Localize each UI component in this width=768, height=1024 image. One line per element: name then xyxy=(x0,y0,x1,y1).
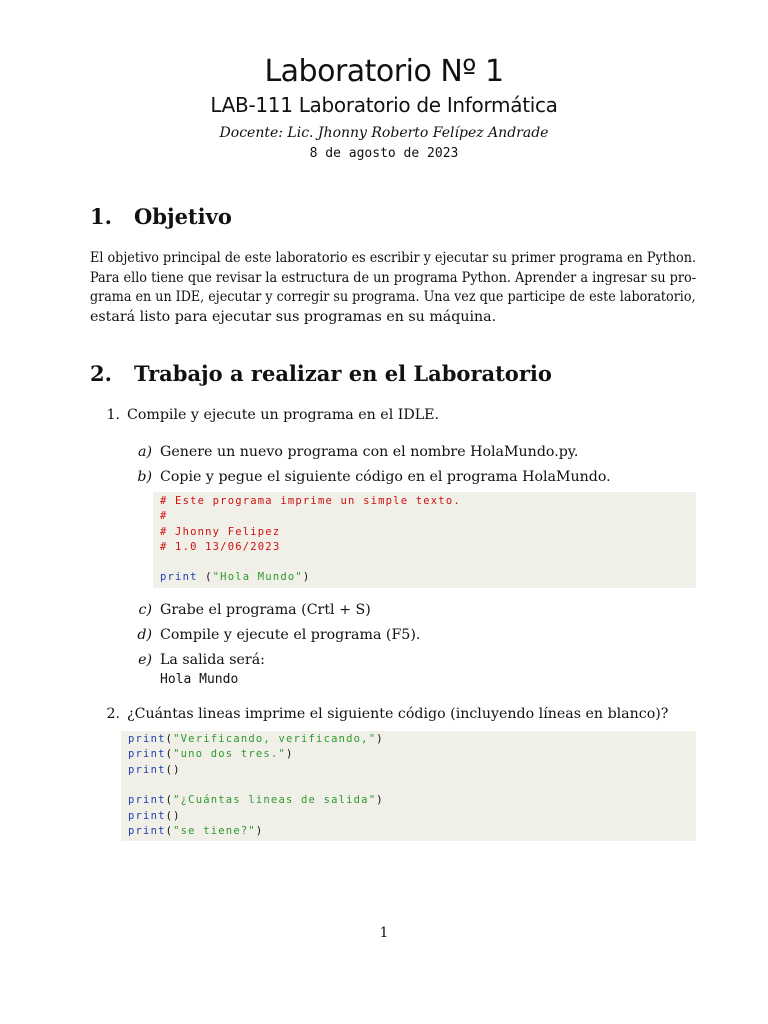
code-line: # 1.0 13/06/2023 xyxy=(160,541,281,553)
code-paren: ) xyxy=(285,748,294,760)
section-number: 1. xyxy=(90,204,112,229)
code-string: "Verificando, verificando," xyxy=(173,733,377,745)
code-line: # Este programa imprime un simple texto. xyxy=(160,495,461,507)
code-paren: () xyxy=(165,764,181,776)
code-string: "se tiene?" xyxy=(173,825,256,837)
code-paren: ( xyxy=(165,748,174,760)
objective-line-3: grama en un IDE, ejecutar y corregir su programa. Una vez que participe de este laboratorio, xyxy=(90,289,696,305)
section-title: Trabajo a realizar en el Laboratorio xyxy=(134,361,552,386)
code-paren: ) xyxy=(255,825,264,837)
code-line xyxy=(128,732,384,747)
subitem-c-text: Grabe el programa (Crtl + S) xyxy=(160,602,371,618)
code-line xyxy=(128,824,263,839)
date-line: 8 de agosto de 2023 xyxy=(309,146,459,161)
section-heading-trabajo xyxy=(90,361,552,386)
code-line xyxy=(128,763,181,778)
code-keyword: print xyxy=(128,810,166,822)
course-subtitle: LAB-111 Laboratorio de Informática xyxy=(210,93,558,117)
code-string: "uno dos tres." xyxy=(173,748,286,760)
subitem-label: b) xyxy=(137,469,152,485)
objective-line-4: estará listo para ejecutar sus programas en su máquina. xyxy=(90,309,497,325)
subitem-label: d) xyxy=(137,627,152,643)
item-number: 1. xyxy=(106,407,120,423)
code-keyword: print xyxy=(160,571,198,583)
item1-text: Compile y ejecute un programa en el IDLE. xyxy=(127,407,440,423)
subitem-d-text: Compile y ejecute el programa (F5). xyxy=(160,627,421,643)
code-paren: ( xyxy=(165,825,174,837)
code-line: # xyxy=(160,510,168,522)
code-keyword: print xyxy=(128,825,166,837)
item-number: 2. xyxy=(106,706,120,722)
code-block-holamundo xyxy=(153,492,696,588)
code-paren: ) xyxy=(376,794,384,806)
page-number: 1 xyxy=(379,925,389,941)
code-line xyxy=(128,809,181,824)
code-paren: ( xyxy=(165,794,174,806)
code-line xyxy=(128,747,294,762)
code-paren: ( xyxy=(197,571,213,583)
code-line xyxy=(160,570,310,585)
code-paren: ) xyxy=(376,733,384,745)
code-string: "¿Cuántas lineas de salida" xyxy=(173,794,377,806)
code-keyword: print xyxy=(128,733,166,745)
code-paren: ( xyxy=(165,733,174,745)
code-paren: () xyxy=(165,810,181,822)
item2-text: ¿Cuántas lineas imprime el siguiente código (incluyendo líneas en blanco)? xyxy=(127,706,669,722)
code-paren: ) xyxy=(302,571,311,583)
subitem-e-text: La salida será: xyxy=(160,652,265,668)
document-title: Laboratorio Nº 1 xyxy=(264,54,504,89)
subitem-a-text: Genere un nuevo programa con el nombre HolaMundo.py. xyxy=(160,444,579,460)
subitem-label: a) xyxy=(138,444,152,460)
subitem-b-text: Copie y pegue el siguiente código en el programa HolaMundo. xyxy=(160,469,611,485)
section-title: Objetivo xyxy=(134,204,232,229)
subitem-label: c) xyxy=(138,602,152,618)
code-keyword: print xyxy=(128,764,166,776)
code-keyword: print xyxy=(128,748,166,760)
objective-line-1: El objetivo principal de este laboratorio es escribir y ejecutar su primer programa en Python. xyxy=(90,250,697,266)
code-block-lineas xyxy=(121,731,696,841)
subitem-label: e) xyxy=(138,652,152,668)
code-string: "Hola Mundo" xyxy=(212,571,303,583)
section-number: 2. xyxy=(90,361,112,386)
code-line: # Jhonny Felipez xyxy=(160,526,281,538)
code-line xyxy=(128,793,384,808)
objective-line-2: Para ello tiene que revisar la estructura de un programa Python. Aprender a ingresar su pro- xyxy=(90,270,697,286)
code-keyword: print xyxy=(128,794,166,806)
instructor-line: Docente: Lic. Jhonny Roberto Felípez Andrade xyxy=(219,125,549,141)
program-output: Hola Mundo xyxy=(160,672,239,687)
section-heading-objetivo xyxy=(90,204,232,229)
